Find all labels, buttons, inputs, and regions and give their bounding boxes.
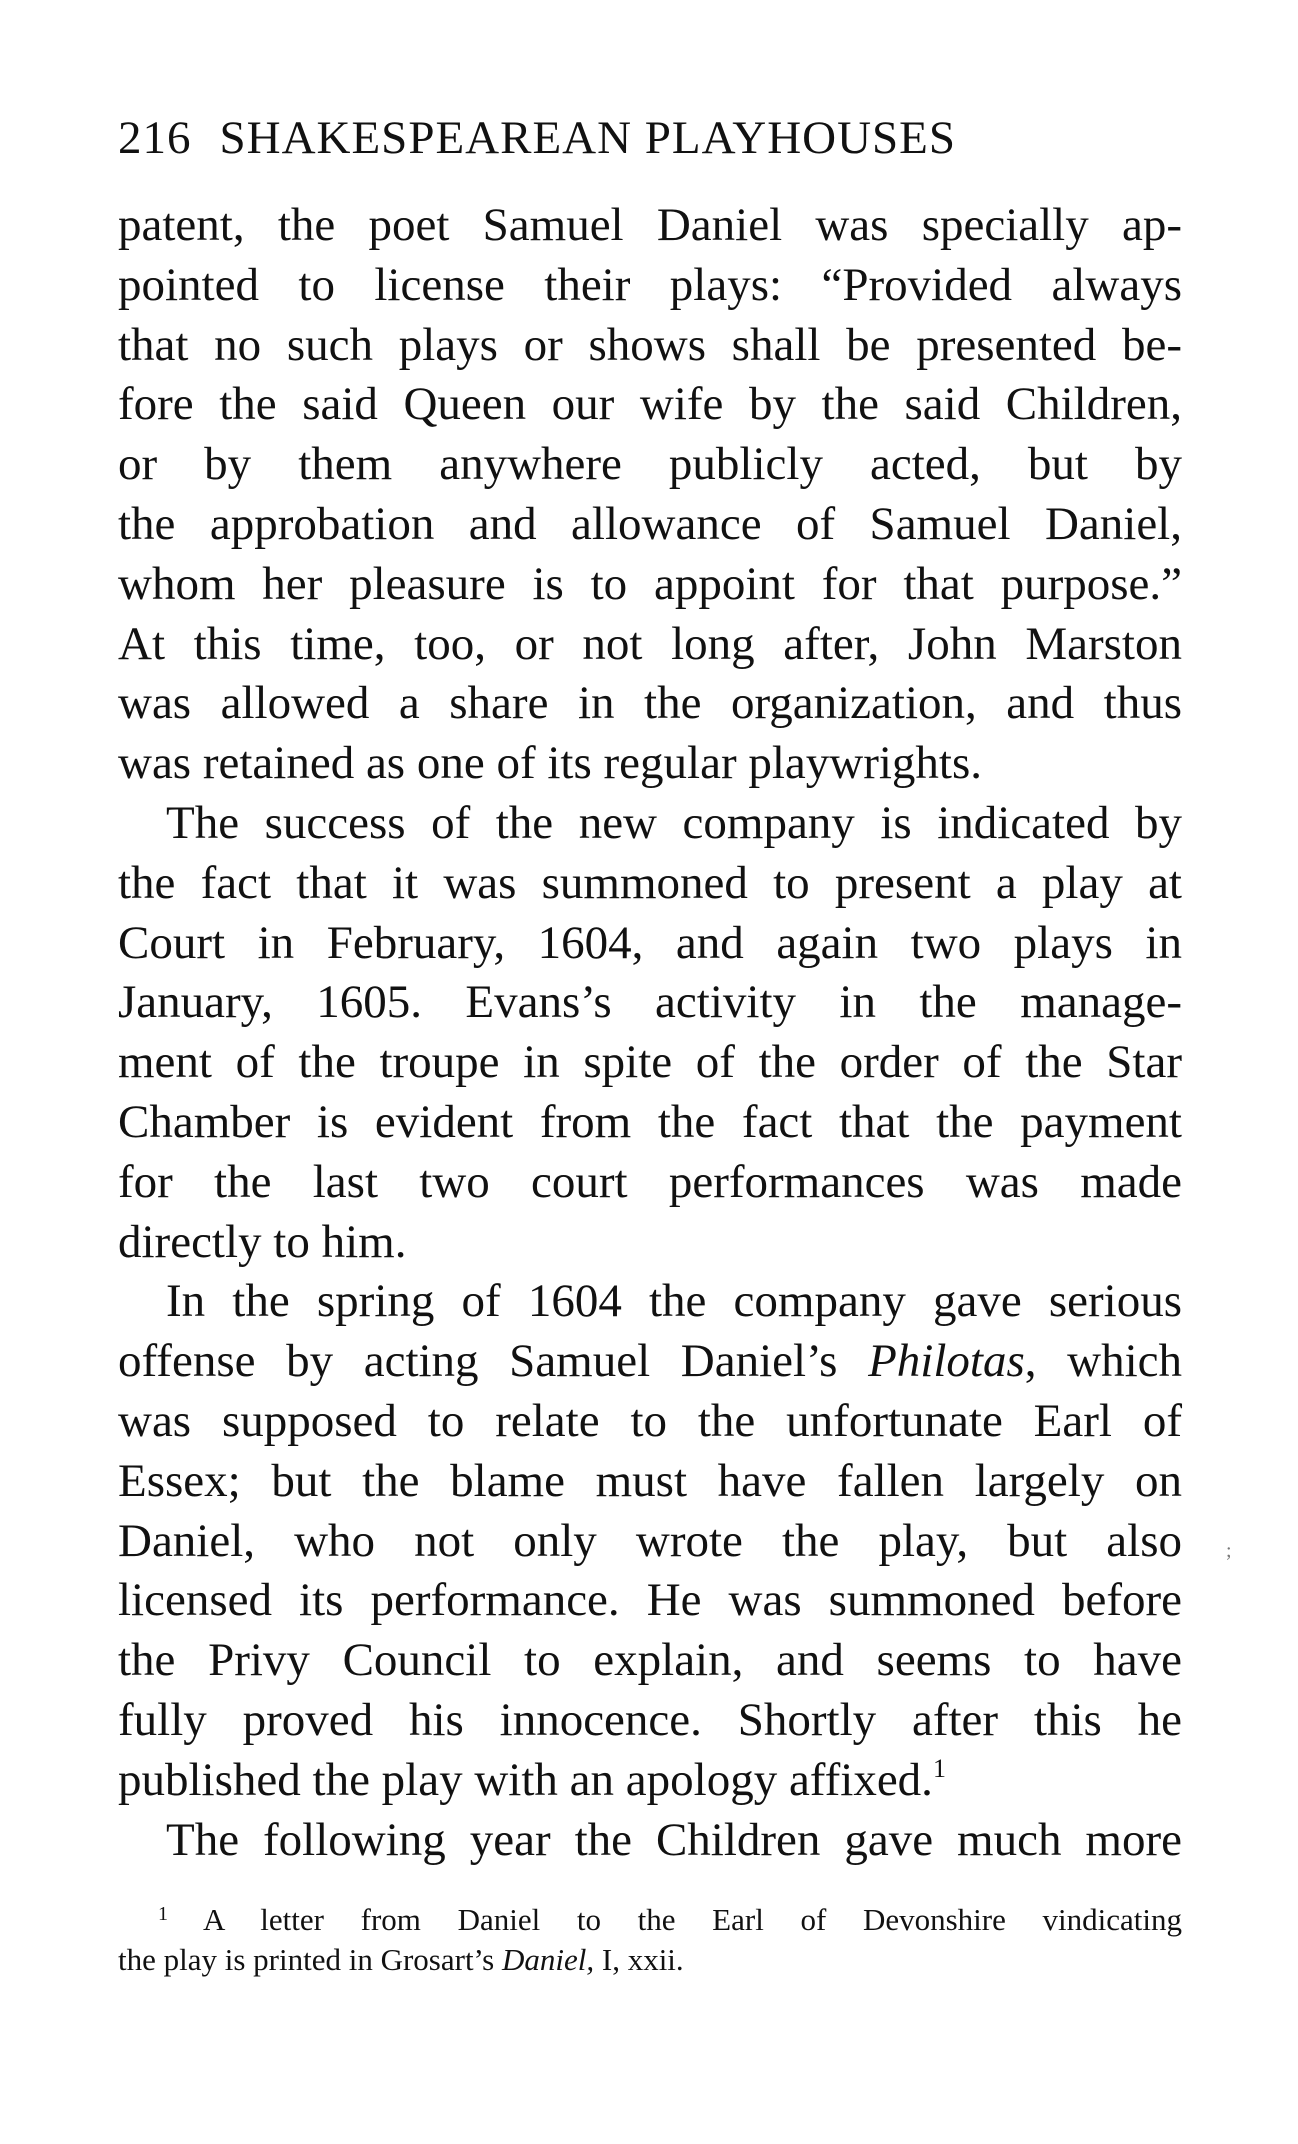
play-title-philotas: Philotas [868, 1335, 1025, 1388]
text-line: fully proved his innocence. Shortly after this he [118, 1693, 1182, 1746]
text-line: pointed to license their plays: “Provided always [118, 258, 1182, 311]
margin-mark: ; [1226, 1540, 1232, 1562]
text-line: or by them anywhere publicly acted, but by [118, 438, 1182, 491]
paragraph-start-line: The following year the Children gave much more [166, 1813, 1182, 1866]
text-line: Court in February, 1604, and again two plays in [118, 916, 1182, 969]
text-line: the fact that it was summoned to present a play at [118, 856, 1182, 909]
text-line [118, 1751, 1182, 1811]
text-line: the approbation and allowance of Samuel Daniel, [118, 497, 1182, 550]
text-line: fore the said Queen our wife by the said Children, [118, 378, 1182, 431]
footnote-text: A letter from Daniel to the Earl of Devonshire vindicating [202, 1902, 1183, 1937]
text-line: was retained as one of its regular playwrights. [118, 737, 983, 790]
text-line: patent, the poet Samuel Daniel was specially ap- [118, 199, 1182, 251]
text-line: that no such plays or shows shall be presented be- [118, 318, 1182, 371]
text-line: the Privy Council to explain, and seems to have [118, 1634, 1182, 1687]
text-line: for the last two court performances was made [118, 1155, 1182, 1208]
text-line: whom her pleasure is to appoint for that purpose.” [118, 557, 1182, 610]
text-line: Daniel, who not only wrote the play, but also [118, 1514, 1182, 1567]
book-title-daniel: Daniel, [502, 1942, 595, 1977]
text-line: Chamber is evident from the fact that the payment [118, 1095, 1182, 1148]
footnote-text: I, xxii. [601, 1942, 684, 1977]
text-line: ment of the troupe in spite of the order of the Star [118, 1036, 1182, 1089]
text-line [118, 1332, 1182, 1392]
running-head [118, 108, 1178, 168]
text-line: January, 1605. Evans’s activity in the manage- [118, 976, 1182, 1029]
footnote-reference: 1 [932, 1753, 946, 1783]
text-line: was supposed to relate to the unfortunate Earl of [118, 1394, 1182, 1447]
footnote-text: the play is printed in Grosart’s [118, 1942, 495, 1977]
text-line: directly to him. [118, 1215, 407, 1268]
text-line: was allowed a share in the organization, and thus [118, 677, 1182, 730]
running-title: SHAKESPEAREAN PLAYHOUSES [219, 112, 957, 164]
paragraph-start-line: The success of the new company is indicated by [166, 796, 1182, 849]
text-line: licensed its performance. He was summoned before [118, 1574, 1182, 1627]
text-span: offense by acting Samuel Daniel’s [118, 1335, 838, 1388]
body-text [118, 196, 1182, 1870]
footnotes [118, 1900, 1182, 1980]
footnote-marker: 1 [158, 1903, 168, 1925]
footnote-line [118, 1940, 1182, 1980]
footnote-line [118, 1900, 1182, 1940]
text-span: published the play with an apology affixed. [118, 1753, 933, 1806]
text-line: Essex; but the blame must have fallen largely on [118, 1454, 1182, 1507]
paragraph-start-line: In the spring of 1604 the company gave serious [166, 1275, 1182, 1328]
page-number: 216 [118, 112, 192, 164]
text-span: , which [1024, 1335, 1182, 1388]
text-line: At this time, too, or not long after, John Marston [118, 617, 1182, 670]
